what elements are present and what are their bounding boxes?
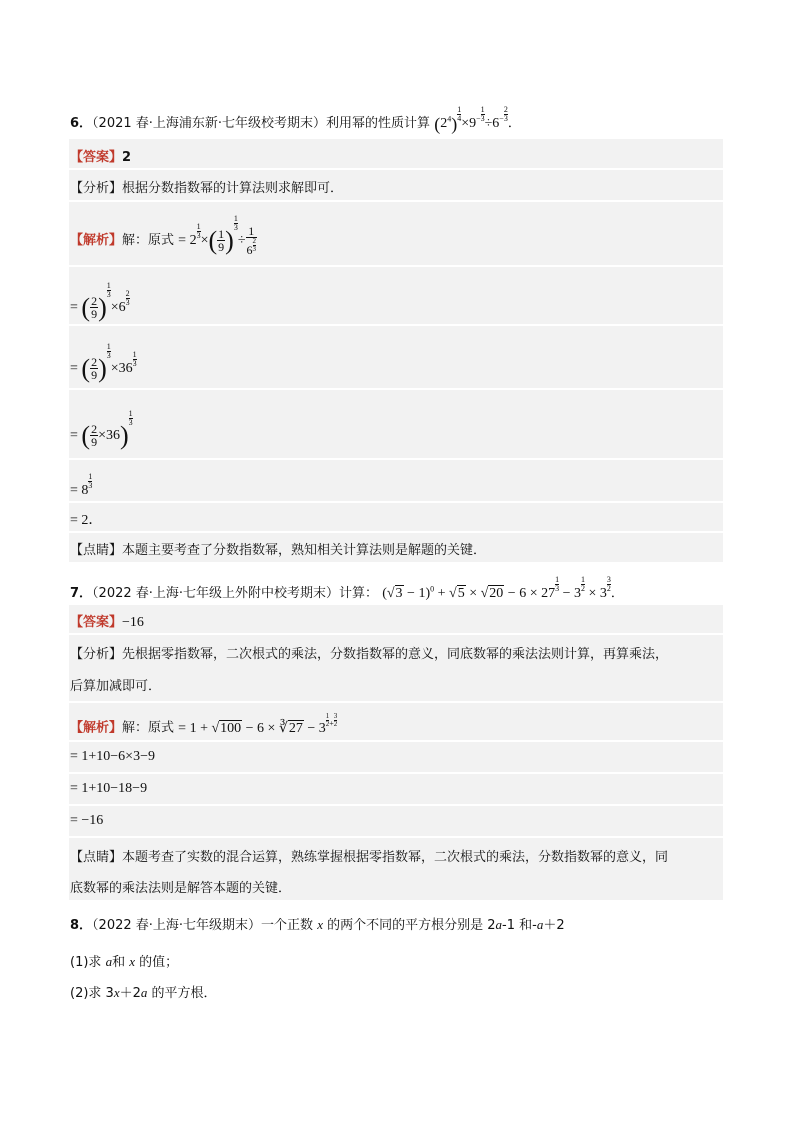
q8-part2-b: ＋2	[119, 986, 141, 1001]
q7-statement	[70, 576, 624, 602]
q6-step5	[70, 509, 102, 529]
q7-step3-text: = −16	[70, 813, 104, 828]
q6-step3: = ( $\frac{2}{9}$ ×36) $\frac{1}{3}$	[70, 409, 133, 450]
solution-tag: 【解析】	[70, 720, 123, 736]
q7-step1	[70, 749, 155, 765]
q8-part2	[70, 982, 217, 1001]
q7-step1-text: = 1+10−6×3−9	[70, 749, 155, 764]
q6-end: ．	[507, 116, 521, 131]
q6-statement	[70, 106, 521, 133]
q6-step2: = ( $\frac{2}{9}$ ) $\frac{1}{3}$ ×36 $\frac{1}{3}$	[70, 342, 137, 383]
var-a: a	[495, 917, 503, 932]
q8-part1-b: 和	[112, 955, 126, 970]
q6-source: （2021 春·上海浦东新·七年级校考期末）	[92, 116, 327, 131]
q7-comment-text-2: 底数幂的乘法法则是解答本题的关键．	[70, 881, 292, 896]
q7-step3-row	[69, 806, 723, 836]
q6-answer	[70, 146, 131, 165]
q8-text-b: 的两个不同的平方根分别是 2	[327, 918, 496, 933]
comment-tag: 【点睛】	[70, 543, 123, 558]
var-x: x	[113, 985, 120, 1000]
q6-step1-row	[69, 267, 723, 324]
q7-step2-row	[69, 774, 723, 804]
var-a: a	[140, 985, 148, 1000]
q7-answer-row	[69, 605, 723, 633]
q6-step5-row	[69, 503, 723, 531]
q6-comment-text: 本题主要考查了分数指数幂，熟知相关计算法则是解题的关键．	[122, 543, 487, 558]
q8-part1-a: (1)求	[70, 955, 102, 970]
q8-part1	[70, 951, 178, 970]
q8-part1-c: 的值；	[139, 955, 179, 970]
q6-answer-row	[69, 139, 723, 168]
q7-solution-lead-text: 解：原式	[122, 720, 175, 736]
q6-analysis-text: 根据分数指数幂的计算法则求解即可．	[122, 181, 344, 196]
q7-expression: $(√3 - 1)^0 + √5 \times √20 - 6 \times 27$ $\frac{1}{3}$ − 3 $\frac{1}{2}$ × 3 $\frac{3}{2}$	[382, 575, 611, 601]
var-x: x	[129, 954, 135, 969]
q7-source: （2022 春·上海·七年级上外附中校考期末）	[92, 586, 340, 601]
q8-part2-a: (2)求 3	[70, 986, 114, 1001]
q7-step3	[70, 813, 103, 829]
solution-tag: 【解析】	[70, 233, 123, 248]
q6-step4-row	[69, 460, 723, 501]
answer-tag: 【答案】	[70, 615, 123, 630]
q6-step2-row	[69, 326, 723, 388]
q7-number: 7．	[70, 586, 93, 601]
q7-analysis-line2	[70, 675, 161, 694]
q7-analysis-line1	[70, 643, 668, 662]
q8-number: 8．	[70, 918, 93, 933]
q6-analysis	[70, 177, 343, 196]
q6-comment	[70, 539, 486, 558]
q7-answer	[70, 611, 144, 631]
q6-step5-text: = 2．	[70, 513, 103, 528]
q7-comment-line2	[70, 877, 291, 896]
q7-comment-line1	[70, 846, 668, 865]
q7-end: ．	[610, 586, 624, 601]
q8-text-a: 一个正数	[261, 918, 314, 933]
q7-analysis-text-1: 先根据零指数幂，二次根式的乘法，分数指数幂的意义，同底数幂的乘法法则计算，再算乘法，	[122, 647, 669, 662]
var-a: a	[536, 917, 544, 932]
q6-number: 6．	[70, 116, 93, 131]
q6-prompt: 利用幂的性质计算	[326, 116, 431, 131]
q6-solution-expr: = 2 $\frac{1}{3}$ ×( $\frac{1}{9}$ ) $\frac{1}{3}$ ÷ 1 6 $\frac{2}{3}$	[178, 214, 257, 258]
q7-analysis-text-2: 后算加减即可．	[70, 679, 162, 694]
q7-prompt: 计算：	[339, 586, 379, 601]
q8-text-d: ＋2	[543, 918, 565, 933]
var-a: a	[105, 954, 113, 969]
q6-expression: $(2^4)$ $\frac{1}{4}$ ×9− $\frac{1}{3}$ ÷6− $\frac{2}{3}$	[434, 105, 508, 134]
var-x: x	[317, 917, 323, 932]
q8-text-c: -1 和-	[502, 918, 537, 933]
q7-step1-row	[69, 742, 723, 772]
comment-tag: 【点睛】	[70, 850, 123, 865]
q7-step2	[70, 781, 147, 797]
q7-solution-lead	[70, 713, 337, 737]
q6-solution-lead	[70, 215, 257, 257]
q6-step3-row	[69, 390, 723, 458]
q6-solution-lead-text: 解：原式	[122, 233, 175, 248]
q8-statement	[70, 914, 565, 933]
q7-comment-text-1: 本题考查了实数的混合运算，熟练掌握根据零指数幂，二次根式的乘法，分数指数幂的意义，同	[122, 850, 669, 865]
q7-answer-value: −16	[122, 615, 144, 630]
q8-source: （2022 春·上海·七年级期末）	[92, 918, 262, 933]
analysis-tag: 【分析】	[70, 647, 123, 662]
q6-step1: = ( $\frac{2}{9}$ ) $\frac{1}{3}$ ×6 $\frac{2}{3}$	[70, 281, 130, 322]
q7-step2-text: = 1+10−18−9	[70, 781, 148, 796]
q8-part2-c: 的平方根．	[151, 986, 217, 1001]
answer-tag: 【答案】	[70, 150, 123, 165]
q7-solution-expr: = 1 + √100 − 6 × ∛27 − 3 $^{\frac{1}{2} + \frac{3}{2}}$	[178, 712, 338, 736]
analysis-tag: 【分析】	[70, 181, 123, 196]
q6-step4: = 8 $\frac{1}{3}$	[70, 472, 93, 498]
q6-answer-value: 2	[122, 150, 132, 165]
